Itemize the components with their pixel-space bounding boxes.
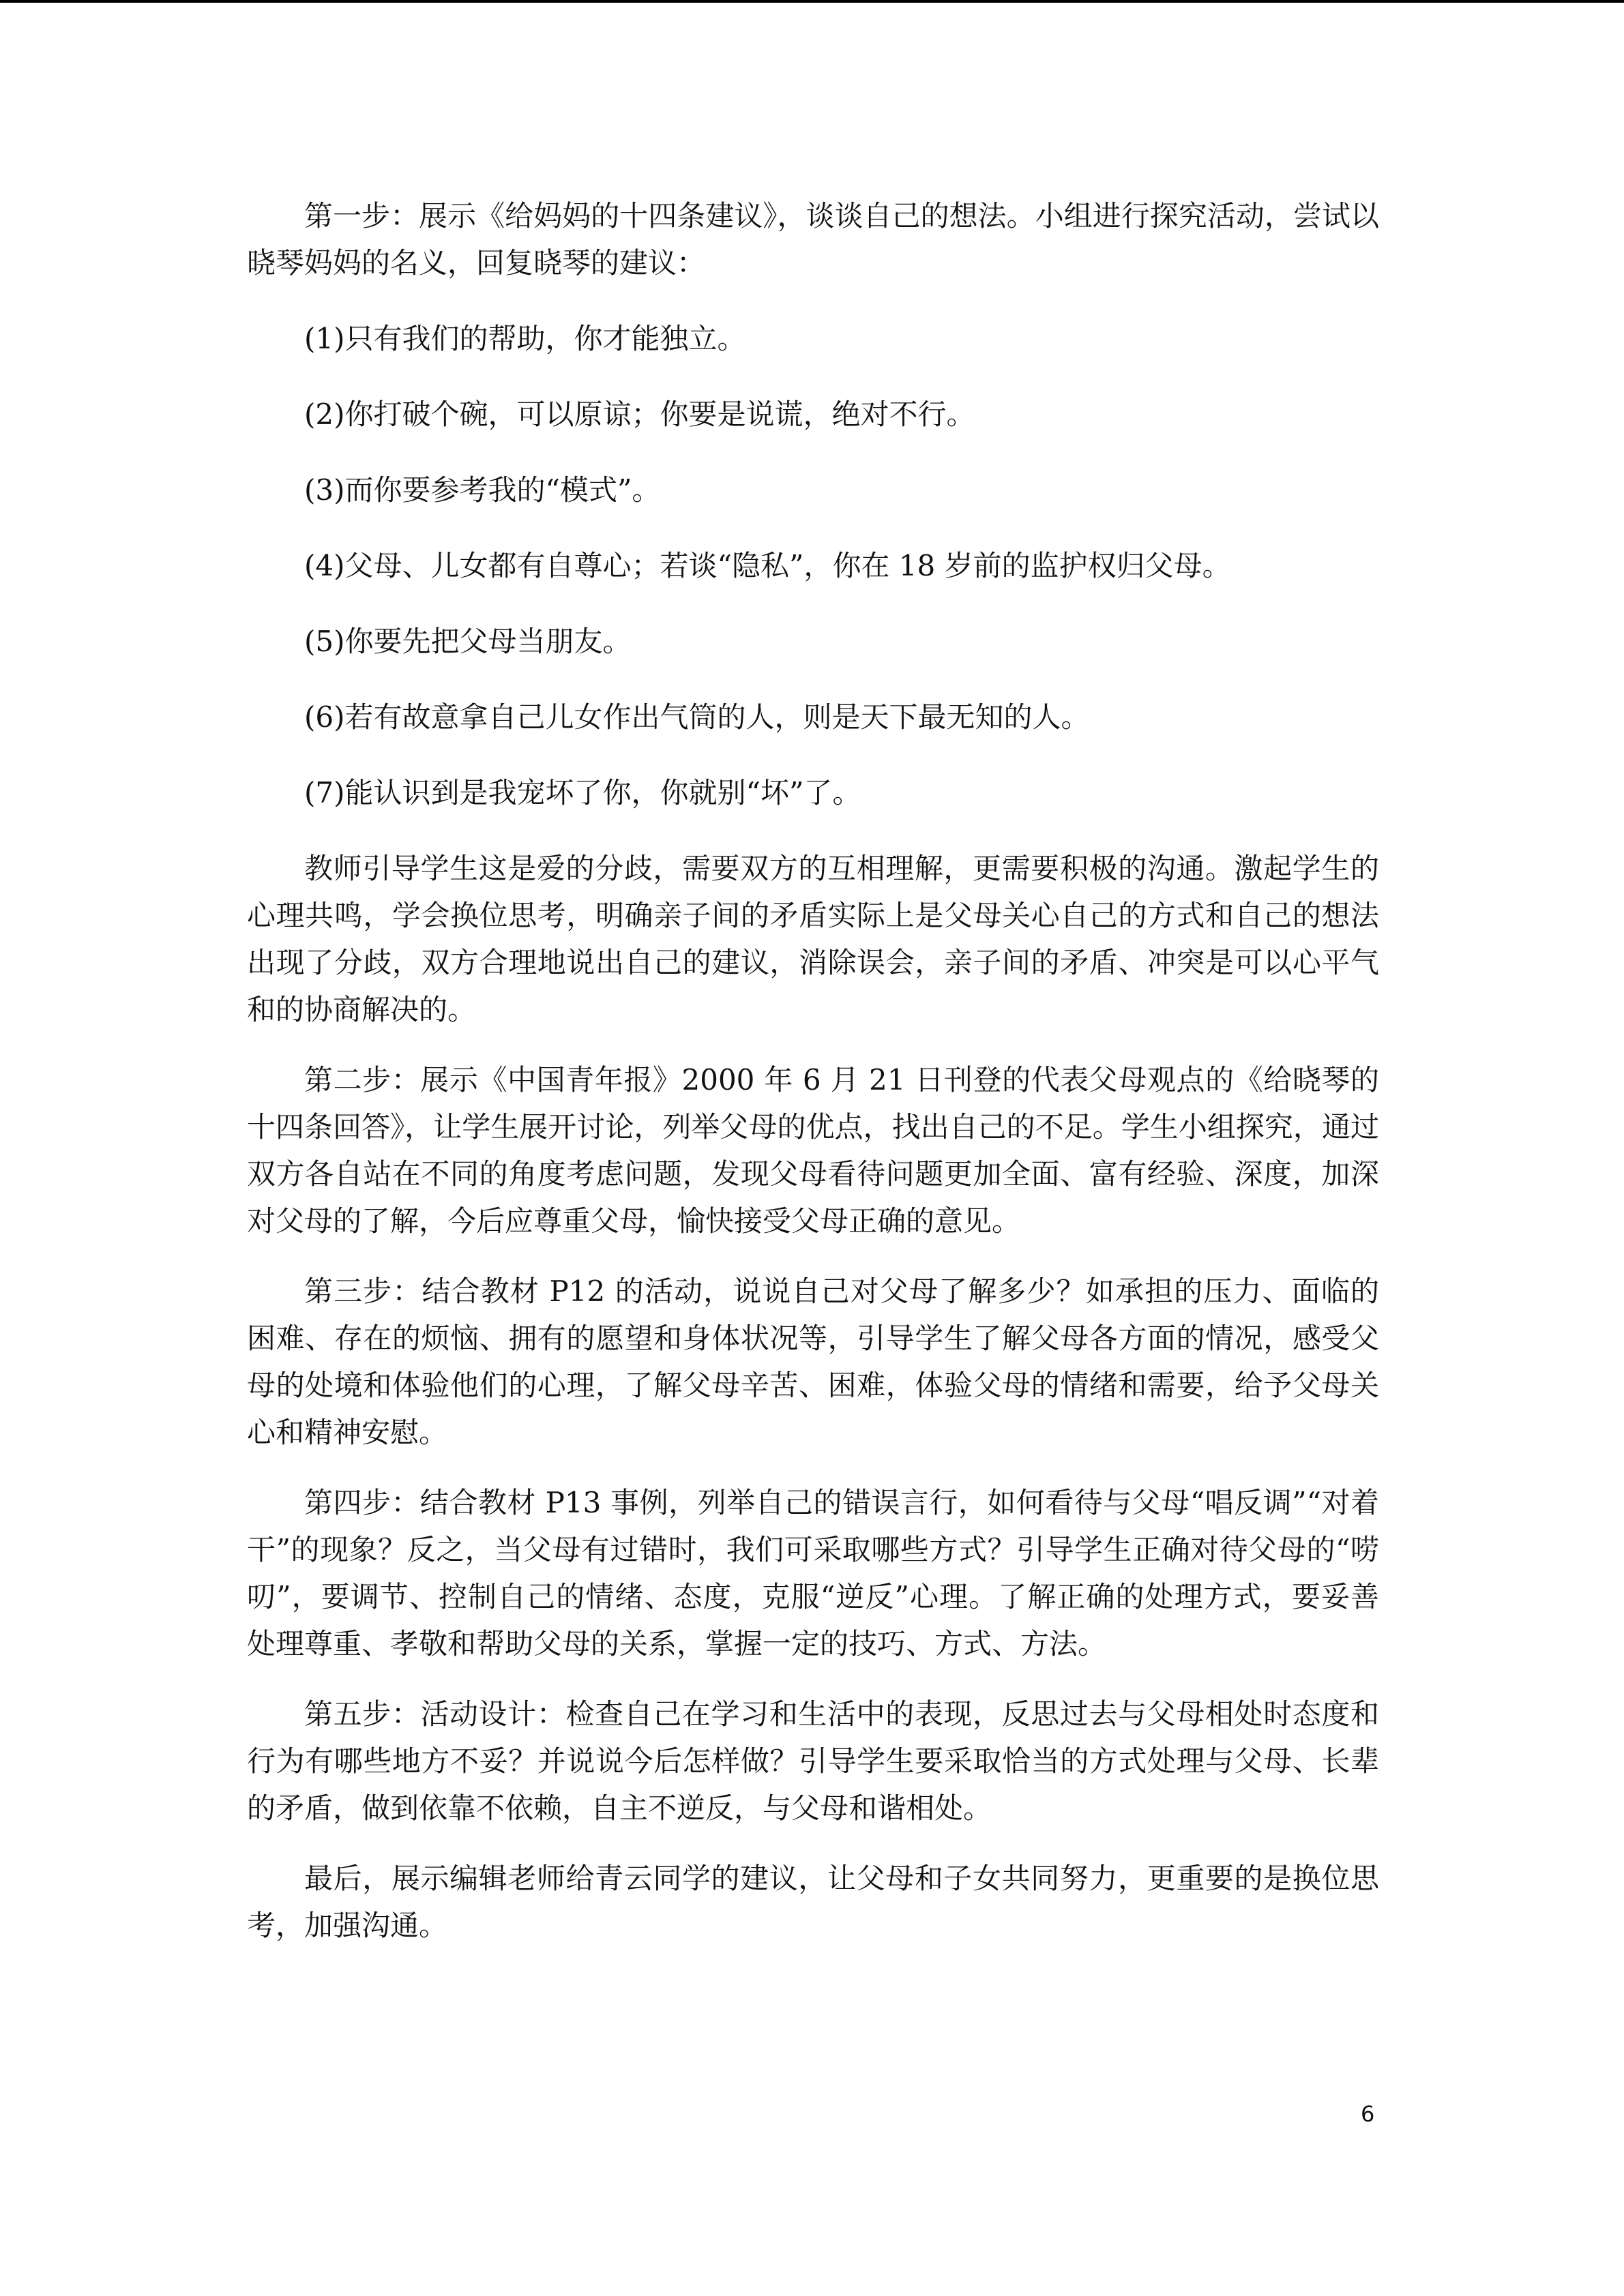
paragraph-step-1: 第一步：展示《给妈妈的十四条建议》，谈谈自己的想法。小组进行探究活动，尝试以晓琴妈妈的名义，回复晓琴的建议：: [247, 199, 1379, 280]
page-number: 6: [1361, 2101, 1375, 2127]
reply-item-3: (3)而你要参考我的“模式”。: [304, 473, 661, 507]
document-body: [247, 192, 1379, 1949]
reply-item-1: (1)只有我们的帮助，你才能独立。: [304, 322, 746, 355]
paragraph-step-5: 第五步：活动设计：检查自己在学习和生活中的表现，反思过去与父母相处时态度和行为有哪些地方不妥？并说说今后怎样做？引导学生要采取恰当的方式处理与父母、长辈的矛盾，做到依靠不依赖，自主不逆反，与父母和谐相处。: [247, 1697, 1379, 1825]
top-border-line: [0, 0, 1624, 3]
paragraph-step-4: 第四步：结合教材 P13 事例，列举自己的错误言行，如何看待与父母“唱反调”“对着干”的现象？反之，当父母有过错时，我们可采取哪些方式？引导学生正确对待父母的“唠叨”，要调节、控制自己的情绪、态度，克服“逆反”心理。了解正确的处理方式，要妥善处理尊重、孝敬和帮助父母的关系，掌握一定的技巧、方式、方法。: [247, 1486, 1379, 1660]
paragraph-step-2: 第二步：展示《中国青年报》2000 年 6 月 21 日刊登的代表父母观点的《给晓琴的十四条回答》，让学生展开讨论，列举父母的优点，找出自己的不足。学生小组探究，通过双方各自站在不同的角度考虑问题，发现父母看待问题更加全面、富有经验、深度，加深对父母的了解，今后应尊重父母，愉快接受父母正确的意见。: [247, 1063, 1379, 1238]
paragraph-step-3: 第三步：结合教材 P12 的活动，说说自己对父母了解多少？如承担的压力、面临的困难、存在的烦恼、拥有的愿望和身体状况等，引导学生了解父母各方面的情况，感受父母的处境和体验他们的心理，了解父母辛苦、困难，体验父母的情绪和需要，给予父母关心和精神安慰。: [247, 1274, 1379, 1449]
paragraph-final: 最后，展示编辑老师给青云同学的建议，让父母和子女共同努力，更重要的是换位思考，加强沟通。: [247, 1862, 1379, 1942]
reply-item-6: (6)若有故意拿自己儿女作出气筒的人，则是天下最无知的人。: [304, 700, 1090, 734]
reply-list: [247, 315, 1379, 816]
reply-item-5: (5)你要先把父母当朋友。: [304, 625, 632, 658]
reply-item-4: (4)父母、儿女都有自尊心；若谈“隐私”，你在 18 岁前的监护权归父母。: [304, 549, 1231, 582]
paragraph-teacher-guide: 教师引导学生这是爱的分歧，需要双方的互相理解，更需要积极的沟通。激起学生的心理共鸣，学会换位思考，明确亲子间的矛盾实际上是父母关心自己的方式和自己的想法出现了分歧，双方合理地说出自己的建议，消除误会，亲子间的矛盾、冲突是可以心平气和的协商解决的。: [247, 852, 1379, 1026]
reply-item-2: (2)你打破个碗，可以原谅；你要是说谎，绝对不行。: [304, 398, 975, 431]
reply-item-7: (7)能认识到是我宠坏了你，你就别“坏”了。: [304, 776, 861, 809]
